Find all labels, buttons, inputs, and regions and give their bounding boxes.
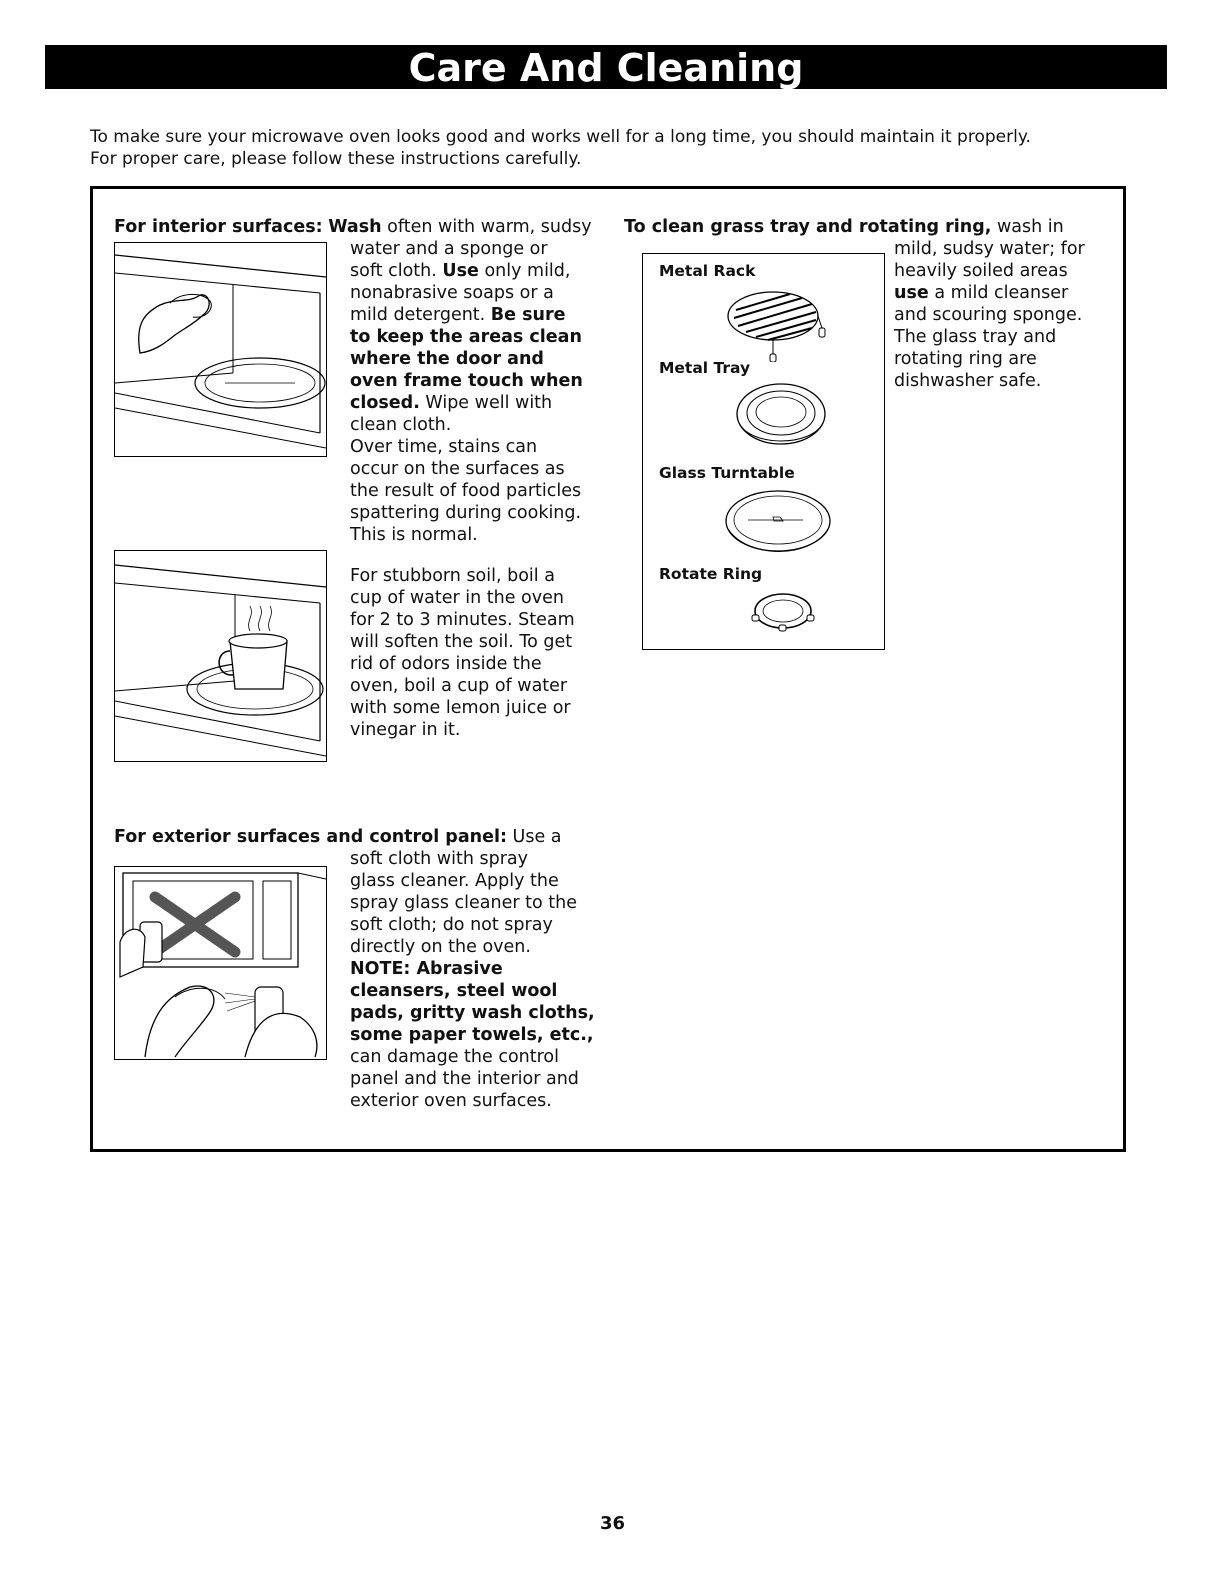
bold-text: where the door and <box>350 349 544 369</box>
spray-cleaner-image <box>115 867 326 1059</box>
text-segment: panel and the interior and <box>350 1069 579 1089</box>
bold-text: Use <box>442 261 479 281</box>
text-segment: dishwasher safe. <box>894 371 1042 391</box>
text-segment: mild detergent. <box>350 305 491 325</box>
text-segment: mild, sudsy water; for <box>894 239 1085 259</box>
text-segment: spattering during cooking. <box>350 503 582 523</box>
text-segment: for 2 to 3 minutes. Steam <box>350 610 575 630</box>
text-segment: This is normal. <box>350 525 478 545</box>
metal-rack-icon <box>718 282 838 362</box>
bold-text: use <box>894 283 929 303</box>
text-line <box>350 848 595 870</box>
text-line <box>350 238 583 260</box>
bold-text: to keep the areas clean <box>350 327 582 347</box>
page-number: 36 <box>599 1513 626 1534</box>
interior-line <box>328 217 591 237</box>
text-segment: exterior oven surfaces. <box>350 1091 552 1111</box>
exterior-heading-line <box>114 826 562 848</box>
text-segment: The glass tray and <box>894 327 1057 347</box>
text-segment: soft cloth; do not spray <box>350 915 553 935</box>
text-line <box>350 936 595 958</box>
text-line <box>350 980 595 1002</box>
text-line <box>350 480 583 502</box>
tray-text <box>894 238 1085 392</box>
text-line <box>894 304 1085 326</box>
exterior-line <box>507 827 562 847</box>
text-line <box>350 1046 595 1068</box>
exterior-heading: For exterior surfaces and control panel: <box>114 827 507 847</box>
interior-heading-line <box>114 216 592 238</box>
text-segment: a mild cleanser <box>928 283 1069 303</box>
text-line <box>350 653 575 675</box>
text-line <box>350 958 595 980</box>
part-label-rotate-ring: Rotate Ring <box>659 565 763 583</box>
bold-text: Be sure <box>490 305 566 325</box>
interior-text <box>350 238 583 546</box>
text-segment: spray glass cleaner to the <box>350 893 577 913</box>
text-line <box>350 1024 595 1046</box>
text-line <box>350 1002 595 1024</box>
text-line <box>894 348 1085 370</box>
text-line <box>350 719 575 741</box>
interior-heading: For interior surfaces: <box>114 217 323 237</box>
stubborn-soil-text <box>350 565 575 741</box>
text-segment: oven, boil a cup of water <box>350 676 568 696</box>
text-segment: soft cloth. <box>350 261 443 281</box>
bold-text: some paper towels, etc., <box>350 1025 594 1045</box>
text-segment: vinegar in it. <box>350 720 461 740</box>
text-segment: directly on the oven. <box>350 937 531 957</box>
cup-in-oven-image <box>115 551 326 761</box>
rotate-ring-icon <box>748 587 818 637</box>
bold-text: oven frame touch when <box>350 371 583 391</box>
part-label-metal-tray: Metal Tray <box>659 359 751 377</box>
text-segment: often with warm, sudsy <box>381 217 592 237</box>
text-line <box>350 304 583 326</box>
text-line <box>350 370 583 392</box>
boiling-water-illustration <box>114 550 327 762</box>
text-segment: rotating ring are <box>894 349 1037 369</box>
bold-text: cleansers, steel wool <box>350 981 558 1001</box>
text-line <box>350 587 575 609</box>
text-line <box>350 675 575 697</box>
exterior-cleaning-illustration <box>114 866 327 1060</box>
interior-cleaning-illustration <box>114 242 327 457</box>
text-segment: will soften the soil. To get <box>350 632 573 652</box>
text-line <box>350 260 583 282</box>
text-segment: heavily soiled areas <box>894 261 1068 281</box>
tray-heading-line <box>624 216 1064 238</box>
page-title: Care And Cleaning <box>45 45 1167 89</box>
text-segment: rid of odors inside the <box>350 654 542 674</box>
tray-line <box>991 217 1063 237</box>
bold-text: Wash <box>328 217 382 237</box>
text-segment: Wipe well with <box>419 393 553 413</box>
text-line <box>894 260 1085 282</box>
text-line <box>350 436 583 458</box>
text-line <box>350 631 575 653</box>
text-line <box>350 609 575 631</box>
text-line <box>350 414 583 436</box>
text-segment: only mild, <box>478 261 571 281</box>
text-line <box>350 326 583 348</box>
text-line <box>350 870 595 892</box>
bold-text: closed. <box>350 393 420 413</box>
intro-line-1: To make sure your microwave oven looks good and works well for a long time, you should maintain it properly. <box>90 127 1031 147</box>
text-segment: For stubborn soil, boil a <box>350 566 555 586</box>
text-line <box>350 1090 595 1112</box>
bold-text: NOTE: Abrasive <box>350 959 503 979</box>
cloth-wiping-oven-image <box>115 243 326 456</box>
text-segment: clean cloth. <box>350 415 452 435</box>
text-line <box>894 238 1085 260</box>
text-segment: and scouring sponge. <box>894 305 1083 325</box>
turntable-parts-box <box>642 253 885 650</box>
text-segment: wash in <box>991 217 1064 237</box>
intro-line-2: For proper care, please follow these instructions carefully. <box>90 149 582 169</box>
text-segment: occur on the surfaces as <box>350 459 565 479</box>
text-line <box>894 282 1085 304</box>
bold-text: pads, gritty wash cloths, <box>350 1003 595 1023</box>
text-line <box>350 914 595 936</box>
text-line <box>350 392 583 414</box>
text-line <box>350 565 575 587</box>
text-line <box>350 892 595 914</box>
glass-turntable-icon <box>718 487 838 557</box>
metal-tray-icon <box>731 379 831 449</box>
text-segment: glass cleaner. Apply the <box>350 871 559 891</box>
text-line <box>350 524 583 546</box>
text-segment: the result of food particles <box>350 481 582 501</box>
text-segment: Use a <box>506 827 562 847</box>
exterior-text <box>350 848 595 1112</box>
text-segment: can damage the control <box>350 1047 559 1067</box>
text-line <box>350 1068 595 1090</box>
text-line <box>350 458 583 480</box>
text-segment: cup of water in the oven <box>350 588 564 608</box>
text-line <box>350 282 583 304</box>
part-label-metal-rack: Metal Rack <box>659 262 756 280</box>
part-label-glass-turntable: Glass Turntable <box>659 464 795 482</box>
tray-heading: To clean grass tray and rotating ring, <box>624 217 992 237</box>
text-segment: with some lemon juice or <box>350 698 571 718</box>
text-line <box>350 348 583 370</box>
text-segment: water and a sponge or <box>350 239 548 259</box>
text-line <box>350 697 575 719</box>
text-segment: Over time, stains can <box>350 437 538 457</box>
text-segment: soft cloth with spray <box>350 849 528 869</box>
text-segment: nonabrasive soaps or a <box>350 283 554 303</box>
text-line <box>894 370 1085 392</box>
text-line <box>894 326 1085 348</box>
text-line <box>350 502 583 524</box>
intro-text <box>90 126 1150 170</box>
